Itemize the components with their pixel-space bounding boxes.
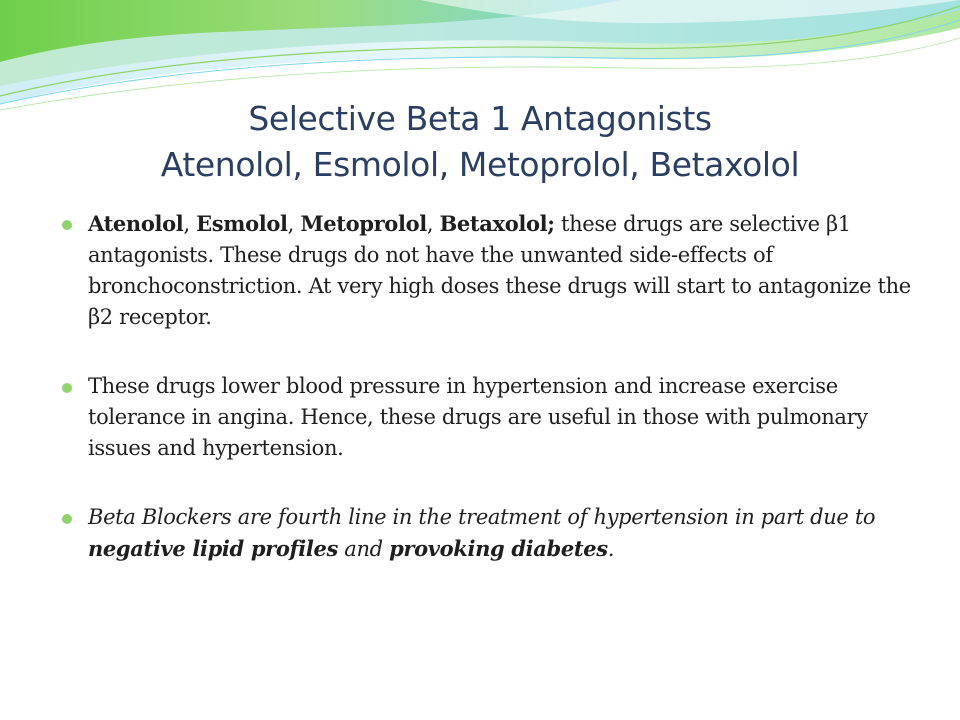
separator: , (183, 212, 197, 236)
emphasis-lipid-profiles: negative lipid profiles (88, 536, 338, 561)
slide-body (60, 208, 920, 565)
drug-name-atenolol: Atenolol (88, 211, 184, 236)
bullet-text: These drugs lower blood pressure in hypertension and increase exercise tolerance in angina. Hence, these drugs are useful in those with pulmonary issues and hypertension. (88, 374, 868, 460)
bullet-text: these drugs are selective β1 antagonists. These drugs do not have the unwanted side-effects of bronchoconstriction. At very high doses these drugs will start to antagonize the β2 receptor. (88, 212, 911, 329)
bullet-dot-icon (62, 220, 72, 230)
bullet-text: . (607, 537, 615, 561)
bullet-text: and (337, 537, 390, 561)
bullet-item-blood-pressure (60, 371, 920, 464)
drug-name-betaxolol: Betaxolol; (439, 211, 555, 236)
separator: , (426, 212, 440, 236)
bullet-text: Beta Blockers are fourth line in the treatment of hypertension in part due to (88, 505, 876, 529)
bullet-dot-icon (62, 514, 72, 524)
bullet-dot-icon (62, 383, 72, 393)
bullet-item-fourth-line (60, 502, 920, 565)
emphasis-provoking-diabetes: provoking diabetes (389, 536, 608, 561)
drug-name-metoprolol: Metoprolol (300, 211, 427, 236)
bullet-item-selectivity (60, 208, 920, 333)
title-line-1: Selective Beta 1 Antagonists (248, 99, 712, 138)
slide-title (60, 96, 900, 188)
drug-name-esmolol: Esmolol (196, 211, 288, 236)
title-line-2: Atenolol, Esmolol, Metoprolol, Betaxolol (160, 145, 800, 184)
separator: , (287, 212, 301, 236)
